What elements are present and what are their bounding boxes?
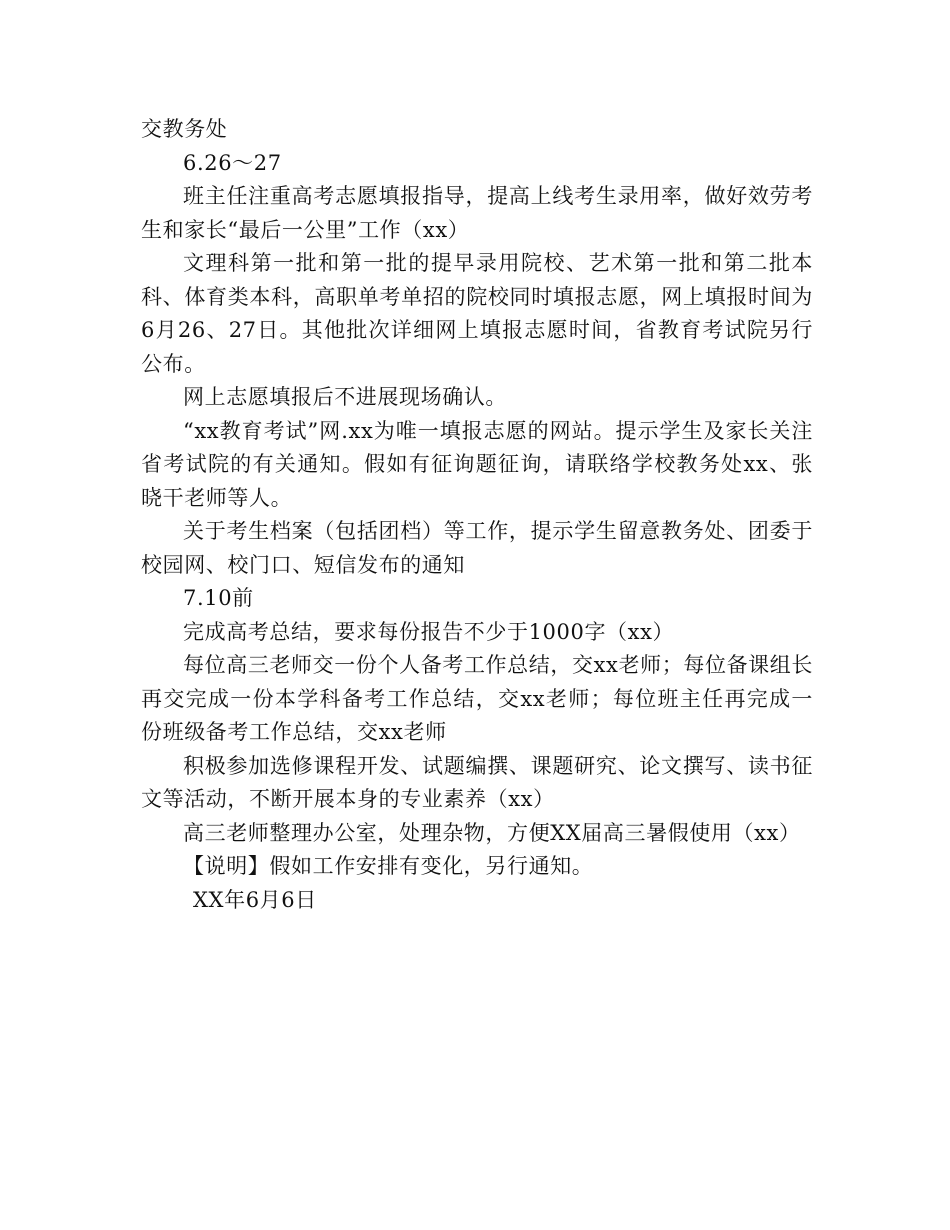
paragraph-note: 【说明】假如工作安排有变化，另行通知。	[183, 854, 594, 878]
paragraph-homeroom-guidance: 班主任注重高考志愿填报指导，提高上线考生录用率，做好效劳考生和家长“最后一公里”工作（xx）	[141, 184, 813, 242]
paragraph-teacher-summaries: 每位高三老师交一份个人备考工作总结，交xx老师；每位备课组长再交完成一份本学科备考工作总结，交xx老师；每位班主任再完成一份班级备考工作总结，交xx老师	[141, 653, 813, 744]
document-date: XX年6月6日	[193, 887, 317, 912]
document-body	[141, 113, 813, 917]
paragraph-official-website: “xx教育考试”网.xx为唯一填报志愿的网站。提示学生及家长关注省考试院的有关通知。假如有征询题征询，请联络学校教务处xx、张晓干老师等人。	[141, 418, 813, 510]
paragraph-application-schedule: 文理科第一批和第一批的提早录用院校、艺术第一批和第二批本科、体育类本科，高职单考单招的院校同时填报志愿，网上填报时间为6月26、27日。其他批次详细网上填报志愿时间，省教育考试院另行公布。	[141, 251, 813, 376]
paragraph-date-0710: 7.10前	[183, 586, 254, 610]
paragraph-professional-development: 积极参加选修课程开发、试题编撰、课题研究、论文撰写、读书征文等活动，不断开展本身的专业素养（xx）	[141, 753, 813, 811]
paragraph-date-0626: 6.26～27	[183, 150, 282, 175]
paragraph-exam-summary: 完成高考总结，要求每份报告不少于1000字（xx）	[183, 619, 675, 644]
paragraph-student-archives: 关于考生档案（包括团档）等工作，提示学生留意教务处、团委于校园网、校门口、短信发布的通知	[141, 519, 813, 577]
paragraph-office-cleanup: 高三老师整理办公室，处理杂物，方便XX届高三暑假使用（xx）	[183, 820, 801, 845]
paragraph-no-onsite-confirmation: 网上志愿填报后不进展现场确认。	[183, 385, 507, 409]
paragraph-submit-office: 交教务处	[141, 117, 228, 141]
